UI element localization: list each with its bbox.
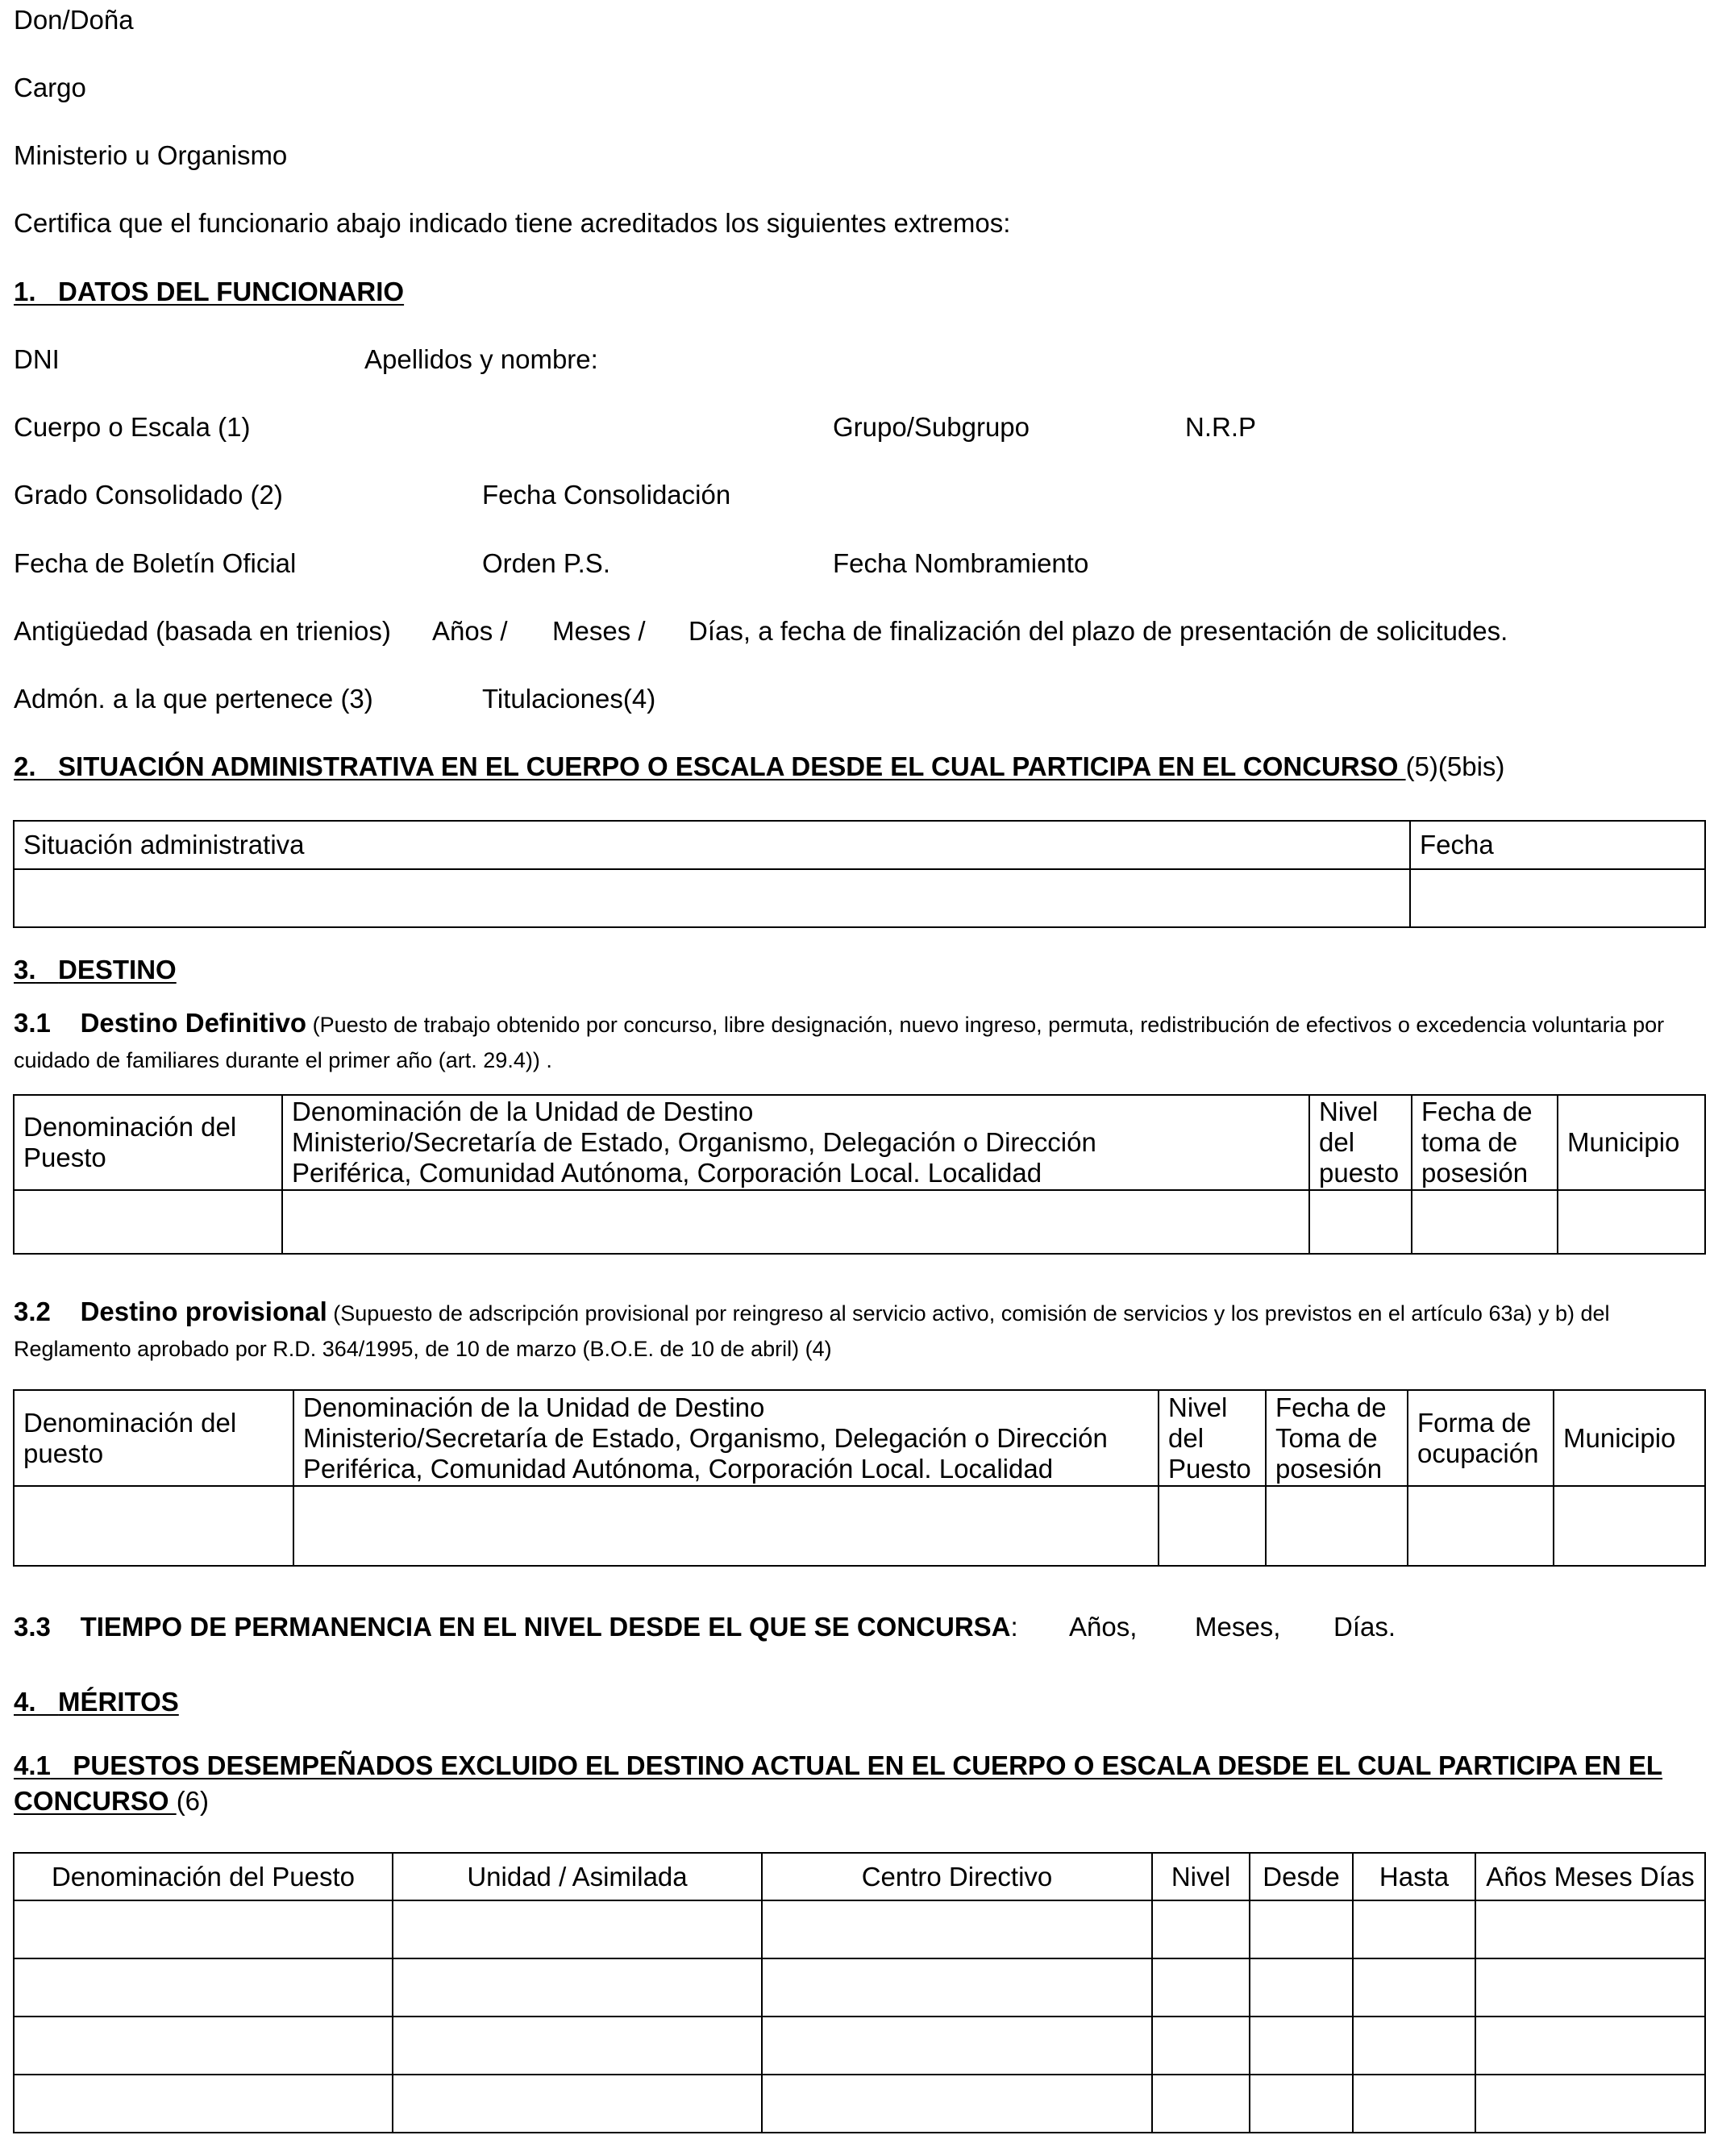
pt-cell[interactable] <box>1152 2017 1250 2075</box>
section-1-number: 1. <box>14 277 36 306</box>
fecha-boletin-label: Fecha de Boletín Oficial <box>14 548 297 578</box>
dp-header-denominacion: Denominación del puesto <box>14 1390 293 1486</box>
pt-header-hasta: Hasta <box>1353 1853 1475 1900</box>
pt-cell[interactable] <box>1475 1958 1705 2017</box>
cuerpo-label: Cuerpo o Escala (1) <box>14 412 251 442</box>
pt-cell[interactable] <box>14 2075 393 2133</box>
pt-cell[interactable] <box>762 2075 1152 2133</box>
section-3-2-description: (Supuesto de adscripción provisional por reingreso al servicio activo, comisión de servicios y los previstos en el artículo 63a) y b) del Reglamento aprobado por R.D. 364/1995, de 10 de marzo (B.O.E. de 10 de abril) (4) <box>14 1301 1610 1361</box>
grado-label: Grado Consolidado (2) <box>14 480 283 510</box>
section-3-1-title: Destino Definitivo <box>80 1008 307 1038</box>
section-2-number: 2. <box>14 751 36 781</box>
dd-cell-municipio[interactable] <box>1558 1190 1705 1254</box>
section-4-1-note: (6) <box>176 1786 210 1816</box>
dd-cell-unidad[interactable] <box>282 1190 1309 1254</box>
pt-cell[interactable] <box>1475 1900 1705 1958</box>
antiguedad-label: Antigüedad (basada en trienios) <box>14 616 391 646</box>
dd-header-denominacion: Denominación del Puesto <box>14 1095 282 1190</box>
don-dona-label: Don/Doña <box>14 5 134 35</box>
section-4-1-heading <box>14 1748 1705 1819</box>
dd-cell-nivel[interactable] <box>1309 1190 1412 1254</box>
dp-header-municipio: Municipio <box>1554 1390 1705 1486</box>
section-3-heading <box>14 956 177 983</box>
pt-cell[interactable] <box>1250 1900 1353 1958</box>
pt-header-anos-meses-dias: Años Meses Días <box>1475 1853 1705 1900</box>
apellidos-label: Apellidos y nombre: <box>364 344 598 374</box>
pt-cell[interactable] <box>14 2017 393 2075</box>
section-4-1-number: 4.1 <box>14 1750 51 1780</box>
puestos-table <box>13 1852 1706 2133</box>
pt-cell[interactable] <box>393 2017 762 2075</box>
destino-provisional-paragraph <box>14 1295 1705 1366</box>
pt-cell[interactable] <box>14 1958 393 2017</box>
section-4-1-title: PUESTOS DESEMPEÑADOS EXCLUIDO EL DESTINO ACTUAL EN EL CUERPO O ESCALA DESDE EL CUAL PARTICIPA EN EL CONCURSO <box>14 1750 1663 1816</box>
section-1-heading <box>14 278 404 305</box>
destino-definitivo-table <box>13 1094 1706 1255</box>
pt-header-unidad: Unidad / Asimilada <box>393 1853 762 1900</box>
section-2-note: (5)(5bis) <box>1405 751 1505 781</box>
dd-cell-fecha-toma[interactable] <box>1412 1190 1558 1254</box>
table-row <box>14 2075 1705 2133</box>
section-4-title: MÉRITOS <box>58 1687 179 1717</box>
nrp-label: N.R.P <box>1185 412 1257 442</box>
pt-cell[interactable] <box>762 2017 1152 2075</box>
certifica-text: Certifica que el funcionario abajo indicado tiene acreditados los siguientes extremos: <box>14 208 1011 238</box>
dp-header-unidad: Denominación de la Unidad de Destino Ministerio/Secretaría de Estado, Organismo, Delegación o Dirección Periférica, Comunidad Autónoma, Corporación Local. Localidad <box>293 1390 1159 1486</box>
antiguedad-dias-label: Días, a fecha de finalización del plazo de presentación de solicitudes. <box>689 616 1508 646</box>
dd-header-fecha-toma: Fecha de toma de posesión <box>1412 1095 1558 1190</box>
pt-cell[interactable] <box>762 1900 1152 1958</box>
pt-cell[interactable] <box>1353 1900 1475 1958</box>
grupo-label: Grupo/Subgrupo <box>833 412 1030 442</box>
table-row <box>14 2017 1705 2075</box>
section-3-1-number: 3.1 <box>14 1008 51 1038</box>
cargo-label: Cargo <box>14 73 86 102</box>
dp-cell-denominacion[interactable] <box>14 1486 293 1566</box>
section-3-1-description: (Puesto de trabajo obtenido por concurso, libre designación, nuevo ingreso, permuta, redistribución de efectivos o excedencia voluntaria por cuidado de familiares durante el primer año (art. 29.4)) . <box>14 1013 1665 1072</box>
dd-header-nivel: Nivel del puesto <box>1309 1095 1412 1190</box>
antiguedad-anos-label: Años / <box>432 616 508 646</box>
pt-header-nivel: Nivel <box>1152 1853 1250 1900</box>
dp-cell-municipio[interactable] <box>1554 1486 1705 1566</box>
table-row <box>14 1958 1705 2017</box>
permanencia-meses-label: Meses, <box>1195 1612 1281 1642</box>
dp-header-forma-ocupacion: Forma de ocupación <box>1408 1390 1554 1486</box>
fecha-consolidacion-label: Fecha Consolidación <box>482 480 731 510</box>
antiguedad-meses-label: Meses / <box>552 616 646 646</box>
pt-cell[interactable] <box>762 1958 1152 2017</box>
destino-definitivo-paragraph <box>14 1006 1705 1077</box>
pt-cell[interactable] <box>1250 1958 1353 2017</box>
section-3-3-title: TIEMPO DE PERMANENCIA EN EL NIVEL DESDE EL QUE SE CONCURSA <box>80 1612 1011 1642</box>
dd-header-municipio: Municipio <box>1558 1095 1705 1190</box>
pt-cell[interactable] <box>14 1900 393 1958</box>
dp-header-fecha-toma: Fecha de Toma de posesión <box>1266 1390 1408 1486</box>
section-3-3-colon: : <box>1010 1612 1018 1642</box>
pt-cell[interactable] <box>1152 1900 1250 1958</box>
pt-cell[interactable] <box>393 1958 762 2017</box>
permanencia-dias-label: Días. <box>1333 1612 1396 1642</box>
section-2-title: SITUACIÓN ADMINISTRATIVA EN EL CUERPO O ESCALA DESDE EL CUAL PARTICIPA EN EL CONCURSO <box>58 751 1406 781</box>
table-row <box>14 1900 1705 1958</box>
pt-cell[interactable] <box>1152 2075 1250 2133</box>
orden-label: Orden P.S. <box>482 548 610 578</box>
dni-label: DNI <box>14 344 60 374</box>
dp-cell-forma-ocupacion[interactable] <box>1408 1486 1554 1566</box>
pt-cell[interactable] <box>1152 1958 1250 2017</box>
section-3-2-number: 3.2 <box>14 1297 51 1326</box>
dd-cell-denominacion[interactable] <box>14 1190 282 1254</box>
situacion-cell[interactable] <box>14 869 1410 927</box>
ministerio-label: Ministerio u Organismo <box>14 140 288 170</box>
pt-cell[interactable] <box>1250 2075 1353 2133</box>
dp-header-nivel: Nivel del Puesto <box>1159 1390 1266 1486</box>
titulaciones-label: Titulaciones(4) <box>482 684 656 714</box>
section-2-heading <box>14 753 1504 780</box>
pt-header-denominacion: Denominación del Puesto <box>14 1853 393 1900</box>
destino-provisional-table <box>13 1389 1706 1567</box>
pt-cell[interactable] <box>393 2075 762 2133</box>
pt-cell[interactable] <box>393 1900 762 1958</box>
section-3-3-number: 3.3 <box>14 1612 51 1642</box>
pt-header-desde: Desde <box>1250 1853 1353 1900</box>
dp-cell-fecha-toma[interactable] <box>1266 1486 1408 1566</box>
permanencia-anos-label: Años, <box>1069 1612 1138 1642</box>
admon-label: Admón. a la que pertenece (3) <box>14 684 373 714</box>
fecha-header: Fecha <box>1410 821 1705 869</box>
pt-header-centro: Centro Directivo <box>762 1853 1152 1900</box>
situacion-header: Situación administrativa <box>14 821 1410 869</box>
fecha-nombramiento-label: Fecha Nombramiento <box>833 548 1089 578</box>
section-3-2-title: Destino provisional <box>80 1297 327 1326</box>
section-3-title: DESTINO <box>58 955 177 984</box>
dd-header-unidad: Denominación de la Unidad de Destino Ministerio/Secretaría de Estado, Organismo, Delegación o Dirección Periférica, Comunidad Autónoma, Corporación Local. Localidad <box>282 1095 1309 1190</box>
section-4-number: 4. <box>14 1687 36 1717</box>
pt-cell[interactable] <box>1353 1958 1475 2017</box>
situacion-table <box>13 820 1706 928</box>
section-1-title: DATOS DEL FUNCIONARIO <box>58 277 405 306</box>
fecha-cell[interactable] <box>1410 869 1705 927</box>
dp-cell-nivel[interactable] <box>1159 1486 1266 1566</box>
section-3-3-heading <box>14 1613 1018 1640</box>
pt-cell[interactable] <box>1475 2075 1705 2133</box>
pt-cell[interactable] <box>1475 2017 1705 2075</box>
section-3-number: 3. <box>14 955 36 984</box>
pt-cell[interactable] <box>1353 2075 1475 2133</box>
pt-cell[interactable] <box>1353 2017 1475 2075</box>
dp-cell-unidad[interactable] <box>293 1486 1159 1566</box>
pt-cell[interactable] <box>1250 2017 1353 2075</box>
section-4-heading <box>14 1688 179 1715</box>
